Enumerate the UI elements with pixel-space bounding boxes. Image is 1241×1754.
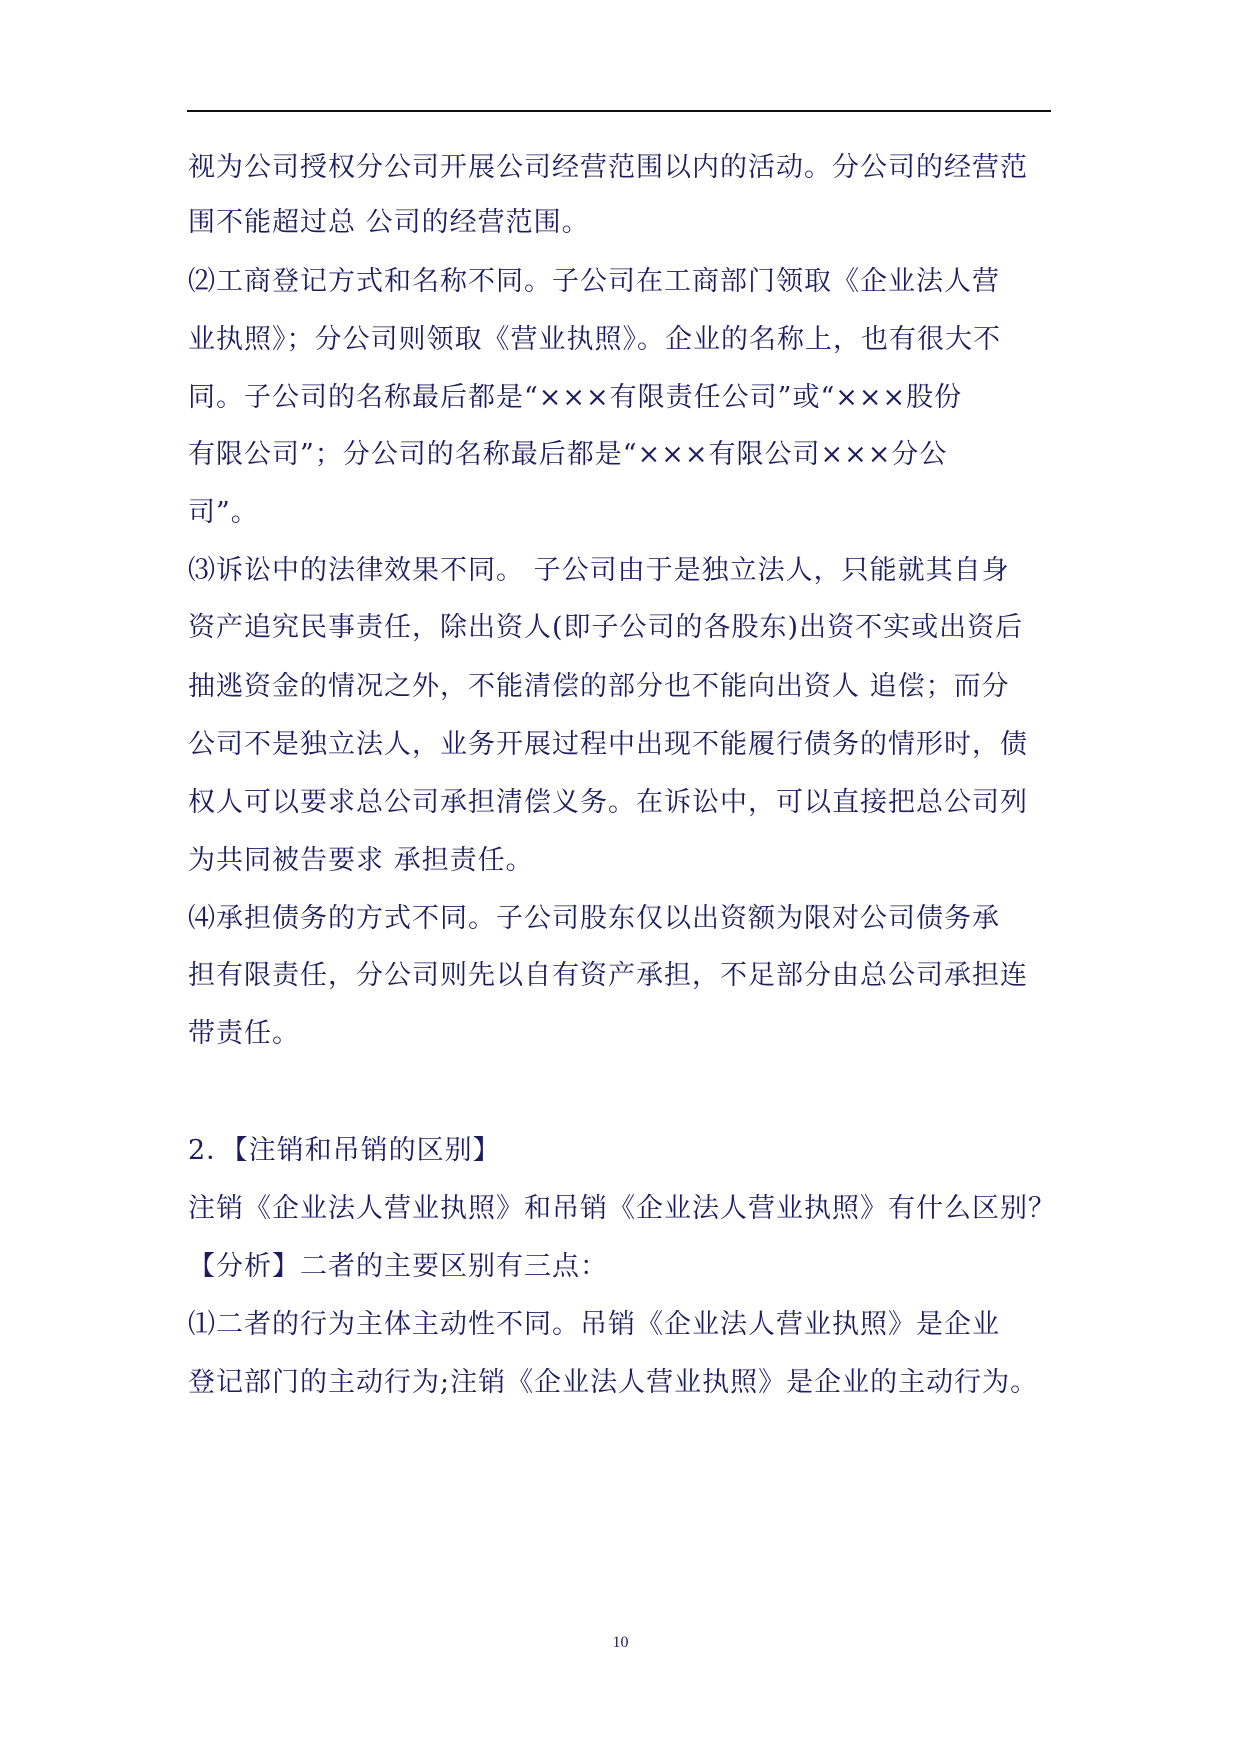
section-heading: 2．【注销和吊销的区别】 [188,1135,501,1166]
text-line: 抽逃资金的情况之外，不能清偿的部分也不能向出资人 追偿；而分 [188,671,1010,702]
text-line: 同。子公司的名称最后都是“×××有限责任公司”或“×××股份 [188,382,963,413]
text-line: ⑷承担债务的方式不同。子公司股东仅以出资额为限对公司债务承 [188,903,1000,934]
text-line: 登记部门的主动行为;注销《企业法人营业执照》是企业的主动行为。 [188,1367,1039,1398]
text-line: 【分析】二者的主要区别有三点： [188,1251,608,1282]
text-line: 视为公司授权分公司开展公司经营范围以内的活动。分公司的经营范 [188,152,1028,183]
text-line: ⑴二者的行为主体主动性不同。吊销《企业法人营业执照》是企业 [188,1309,1000,1340]
text-line: 围不能超过总 公司的经营范围。 [188,207,590,238]
text-line: 权人可以要求总公司承担清偿义务。在诉讼中，可以直接把总公司列 [188,787,1028,818]
text-line: 注销《企业法人营业执照》和吊销《企业法人营业执照》有什么区别？ [188,1193,1056,1224]
text-line: 担有限责任，分公司则先以自有资产承担，不足部分由总公司承担连 [188,960,1028,991]
text-line: 司”。 [188,497,259,528]
text-line: ⑵工商登记方式和名称不同。子公司在工商部门领取《企业法人营 [188,266,1000,297]
page-number: 10 [612,1634,629,1651]
text-line: 业执照》；分公司则领取《营业执照》。企业的名称上，也有很大不 [188,324,1001,355]
text-line: 为共同被告要求 承担责任。 [188,845,534,876]
text-line: 有限公司”；分公司的名称最后都是“×××有限公司×××分公 [188,439,948,470]
text-line: 资产追究民事责任，除出资人(即子公司的各股东)出资不实或出资后 [188,612,1024,643]
text-line: 公司不是独立法人，业务开展过程中出现不能履行债务的情形时，债 [188,729,1028,760]
text-line: ⑶诉讼中的法律效果不同。 子公司由于是独立法人，只能就其自身 [188,555,1010,586]
header-rule [187,110,1051,112]
text-line: 带责任。 [188,1018,300,1049]
